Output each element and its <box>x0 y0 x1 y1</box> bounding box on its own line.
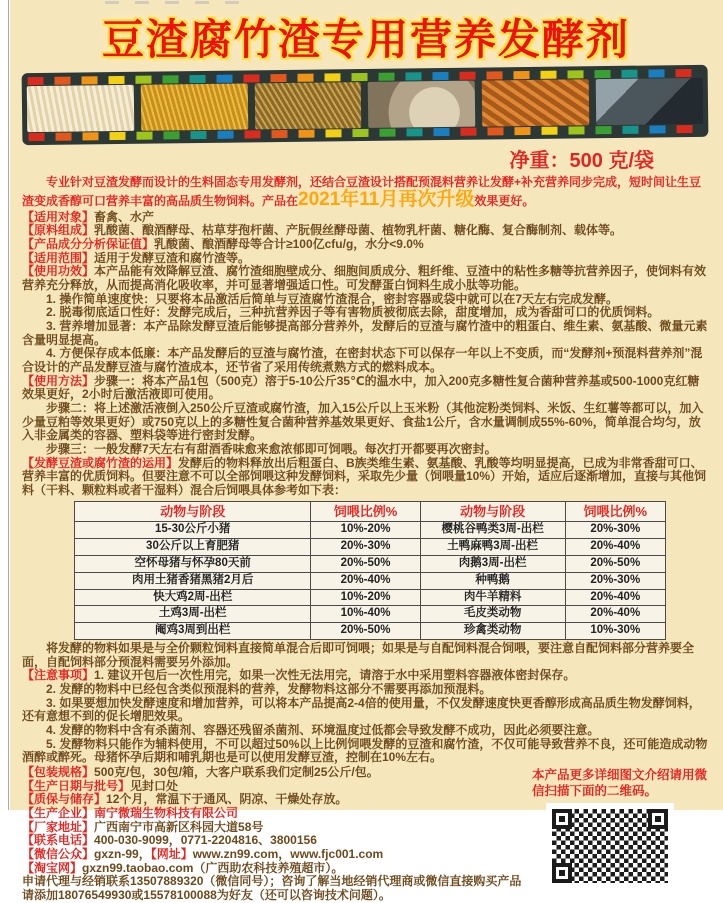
note-item: 5. 发酵物料只能作为辅料使用，不可以超过50%以上比例饲喂发酵的豆渣和腐竹渣，不仅可能导致营养不良，还可能造成动物酒醉或醉死。母猪怀孕后期和哺乳期也是可以使用发酵豆渣，控制在10%左右。 <box>22 736 708 765</box>
upgrade-highlight: 2021年11月再次升级 <box>298 188 475 210</box>
section-label: 【使用功效】 <box>22 264 95 279</box>
website-urls: www.zn99.com，www.fjc001.com <box>192 847 384 862</box>
cell: 20%-30% <box>311 539 420 556</box>
section-label: 【生产企业】 <box>22 806 95 821</box>
cell: 20%-40% <box>565 606 666 623</box>
qr-finder-icon <box>552 863 572 883</box>
section-text: 本产品能有效降解豆渣、腐竹渣细胞壁成分、细胞间质成分、粗纤维、豆渣中的粘性多糖等抗营养因子，使饲料有效营养充分释放，从而提高消化吸收率，并可显著增强适口性。可发酵蛋白饲料生成小肽等功能。 <box>22 264 707 293</box>
cell: 15-30公斤小猪 <box>75 522 311 539</box>
cell: 珍禽类动物 <box>420 623 565 640</box>
section-text: 畜禽、水产 <box>94 209 155 224</box>
section-label: 【微信公众】 <box>22 847 95 862</box>
section-label: 【适用范围】 <box>22 250 95 265</box>
section-label: 【发酵豆渣或腐竹渣的运用】 <box>22 455 179 470</box>
notes-section <box>22 669 710 683</box>
photo-pigs-feeding <box>596 78 703 125</box>
page-left-edge <box>8 0 9 810</box>
photo-chickens <box>482 80 589 127</box>
section-label: 【包装规格】 <box>22 765 95 780</box>
photo-dried-dregs <box>254 82 361 129</box>
cell: 肉鹅3周-出栏 <box>420 555 565 572</box>
feature-item: 2. 脱毒彻底适口性好：发酵完成后，三种抗营养因子等有害物质被彻底去除，甜度增加，成为香甜可口的优质饲料。 <box>46 305 660 320</box>
section-label: 【生产日期与批号】 <box>22 778 131 793</box>
photo-bean-curd-stick-dregs <box>141 84 248 131</box>
cell: 樱桃谷鸭类3周-出栏 <box>420 522 565 539</box>
phone-numbers: 400-030-9099，0771-2204816、3800156 <box>94 833 317 848</box>
photo-hand-mixing <box>368 81 475 128</box>
photo-row <box>22 78 709 132</box>
section-label: 【联系电话】 <box>22 833 95 848</box>
page-title: 豆渣腐竹渣专用营养发酵剂 <box>101 16 630 63</box>
section-text: 发酵后的物料释放出后粗蛋白、B族类维生素、氨基酸、乳酸等均明显提高，已成为非常香甜可口、营养丰富的优质饲料。但要注意不可以全部饲喂这种发酵饲料，采取先少量（饲喂量10%）开始，适应后逐渐增加，直接与其他饲料（干料、颗粒料或者干湿料）混合后饲喂具体参考如下表： <box>22 455 707 498</box>
table-row <box>75 522 666 539</box>
cell: 20%-40% <box>311 572 420 589</box>
info-row-efficacy <box>22 265 710 292</box>
photo-soybean-dregs <box>27 85 134 132</box>
info-row-guarantee <box>22 238 710 252</box>
section-text: 适用于发酵豆渣和腐竹渣等。 <box>94 250 251 265</box>
label-body <box>22 211 710 903</box>
footer-contact-block <box>22 766 532 903</box>
net-weight: 净重：500 克/袋 <box>509 150 654 173</box>
info-row-ingredients <box>22 224 710 238</box>
section-label: 【质保与储存】 <box>22 792 107 807</box>
cell: 20%-40% <box>565 539 666 556</box>
application-section <box>22 457 710 498</box>
cell: 20%-40% <box>565 589 666 606</box>
taobao-url: gxzn99.taobao.com（广西助农科技养殖超市）。 <box>82 860 344 875</box>
cell: 土鸡3周-出栏 <box>75 606 311 623</box>
footer-area <box>22 766 710 903</box>
table-row <box>75 623 666 640</box>
cell: 肉牛羊精料 <box>420 589 565 606</box>
section-label: 【使用方法】 <box>22 373 95 388</box>
cell: 种鸭鹅 <box>420 572 565 589</box>
note-item: 4. 发酵的物料中含有杀菌剂、容器还残留杀菌剂、环境温度过低都会导致发酵不成功，因此必须要注意。 <box>46 723 600 737</box>
section-label: 【厂家地址】 <box>22 819 95 834</box>
cell: 土鸭麻鸭3周-出栏 <box>420 539 565 556</box>
cell: 肉用土猪香猪黑猪2月后 <box>75 572 311 589</box>
cell: 10%-40% <box>311 606 420 623</box>
note-item: 2. 发酵的物料中已经包含类似预混料的营养，发酵物料这部分不需要再添加预混料。 <box>46 681 492 696</box>
col-header: 饲喂比例% <box>311 501 420 522</box>
photo-filmstrip <box>22 65 709 145</box>
section-text: 见封口处 <box>130 778 179 793</box>
feature-item: 4. 方便保存成本低廉：本产品发酵后的豆渣与腐竹渣，在密封状态下可以保存一年以上不变质，而“发酵剂+预混料营养剂”混合设计的产品发酵豆渣与腐竹渣成本，还节省了采用传统煮熟方式的燃料成本。 <box>22 346 703 375</box>
section-text: 乳酸菌、酿酒酵母等合计≥100亿cfu/g，水分<9.0% <box>154 237 424 252</box>
manufacturer-name: 南宁微瑞生物科技有限公司 <box>94 806 239 821</box>
table-row <box>75 572 666 589</box>
section-text: 乳酸菌、酿酒酵母、枯草芽孢杆菌、产朊假丝酵母菌、植物乳杆菌、糖化酶、复合酶制剂、载体等。 <box>94 223 623 238</box>
label-panel <box>10 0 723 903</box>
section-text: 12个月，常温下于通风、阴凉、干燥处存放。 <box>106 792 348 807</box>
cell: 30公斤以上育肥猪 <box>75 539 311 556</box>
wechat-id: gxzn-99， <box>94 847 151 862</box>
usage-step: 步骤一：将本产品1包（500克）溶于5-10公斤35℃的温水中，加入200克多糖性复合菌种营养基或500-1000克红糖效果更好，2小时后激活液即可使用。 <box>22 373 700 402</box>
footer-row-manufacturer <box>22 807 532 821</box>
section-text: 广西南宁市高新区科园大道58号 <box>94 819 264 834</box>
cell: 阉鸡3周到出栏 <box>75 623 311 640</box>
qr-finder-icon <box>552 809 572 829</box>
note-item: 1. 建议开包后一次性用完，如果一次性无法用完，请溶于水中采用塑料容器液体密封保存。 <box>94 668 576 683</box>
cell: 20%-50% <box>311 555 420 572</box>
cell: 20%-30% <box>565 522 666 539</box>
usage-step: 步骤二：将上述激活液倒入250公斤豆渣或腐竹渣，加入15公斤以上玉米粉（其他淀粉类饲料、米饭、生红薯等都可以，加入少量豆粕等效果更好）或750克以上的多糖性复合菌种营养基效果更好、食盐1公斤，含水量调制成55%-60%，简单混合均匀，放入非金属类的容器、塑料袋等进行密封发酵。 <box>22 401 704 443</box>
section-label: 【原料组成】 <box>22 223 95 238</box>
qr-notice-text: 本产品更多详细图文介绍请用微信扫描下面的二维码。 <box>532 768 708 798</box>
section-label: 【网址】 <box>150 847 193 862</box>
after-table-note: 将发酵的物料如果是与全价颗粒饲料直接简单混合后即可饲喂；如果是与自配饲料混合饲喂，要注意自配饲料部分营养要全面，自配饲料部分预混料需要另外添加。 <box>22 640 695 669</box>
qr-code-icon <box>552 809 668 883</box>
feature-item: 1. 操作简单速度快：只要将本品激活后简单与豆渣腐竹渣混合，密封容器或袋中就可以在7天左右完成发酵。 <box>46 291 619 306</box>
print-crop-marks <box>105 1 255 4</box>
cell: 10%-20% <box>311 522 420 539</box>
cell: 20%-50% <box>311 623 420 640</box>
cell: 毛皮类动物 <box>420 606 565 623</box>
feature-item: 3. 营养增加显著：本产品除发酵豆渣后能够提高部分营养外，发酵后的豆渣与腐竹渣中的粗蛋白、维生素、氨基酸、微量元素含量明显提高。 <box>22 319 708 347</box>
footer-row-package <box>22 766 532 780</box>
table-row <box>75 555 666 572</box>
col-header: 动物与阶段 <box>75 501 311 522</box>
section-label: 【注意事项】 <box>22 668 95 683</box>
table-row <box>75 539 666 556</box>
footer-row-wechat <box>22 848 532 862</box>
intro-text: 专业针对豆渣发酵而设计的生料固态专用发酵剂，还结合豆渣设计搭配预混料营养让发酵+补充营养同步完成，短时间让生豆渣变成香醇可口营养丰富的高品质生物饲料。产品在 <box>22 175 702 208</box>
usage-section <box>22 375 710 402</box>
usage-step: 步骤三：一般发酵7天左右有甜酒香味愈来愈浓郁即可饲喂。每次打开都要再次密封。 <box>46 442 497 457</box>
cell: 10%-30% <box>565 623 666 640</box>
intro-paragraph <box>22 175 710 208</box>
cell: 快大鸡2周-出栏 <box>75 589 311 606</box>
table-header-row <box>75 501 666 522</box>
qr-column <box>532 766 710 903</box>
table-row <box>75 589 666 606</box>
cell: 20%-30% <box>565 572 666 589</box>
footer-row-phone <box>22 834 532 848</box>
col-header: 动物与阶段 <box>420 501 565 522</box>
section-label: 【淘宝网】 <box>22 860 83 875</box>
qr-code-box <box>546 803 674 889</box>
qr-finder-icon <box>648 809 668 829</box>
note-item: 3. 如果要想加快发酵速度和增加营养，可以将本产品提高2-4倍的使用量，不仅发酵速度快更香醇形成高品质生物发酵饲料，还有意想不到的促长增肥效果。 <box>22 695 701 724</box>
cell: 10%-20% <box>311 589 420 606</box>
feeding-ratio-table <box>74 501 666 640</box>
cell: 空怀母猪与怀孕80天前 <box>75 555 311 572</box>
section-label: 【产品成分分析保证值】 <box>22 237 155 252</box>
intro-text-end: 效果更好。 <box>474 193 535 208</box>
agent-contact-text: 申请代理与经销联系13507889320（微信同号）；咨询了解当地经销代理商或微信直接购买产品请添加18076549930或15578100088为好友（还可以咨询技术问题）。 <box>22 874 522 903</box>
col-header: 饲喂比例% <box>565 501 666 522</box>
cell: 20%-50% <box>565 555 666 572</box>
section-label: 【适用对象】 <box>22 209 95 224</box>
table-row <box>75 606 666 623</box>
section-text: 500克/包，30包/箱，大客户联系我们定制25公斤/包。 <box>94 765 379 780</box>
footer-row-storage <box>22 793 532 807</box>
